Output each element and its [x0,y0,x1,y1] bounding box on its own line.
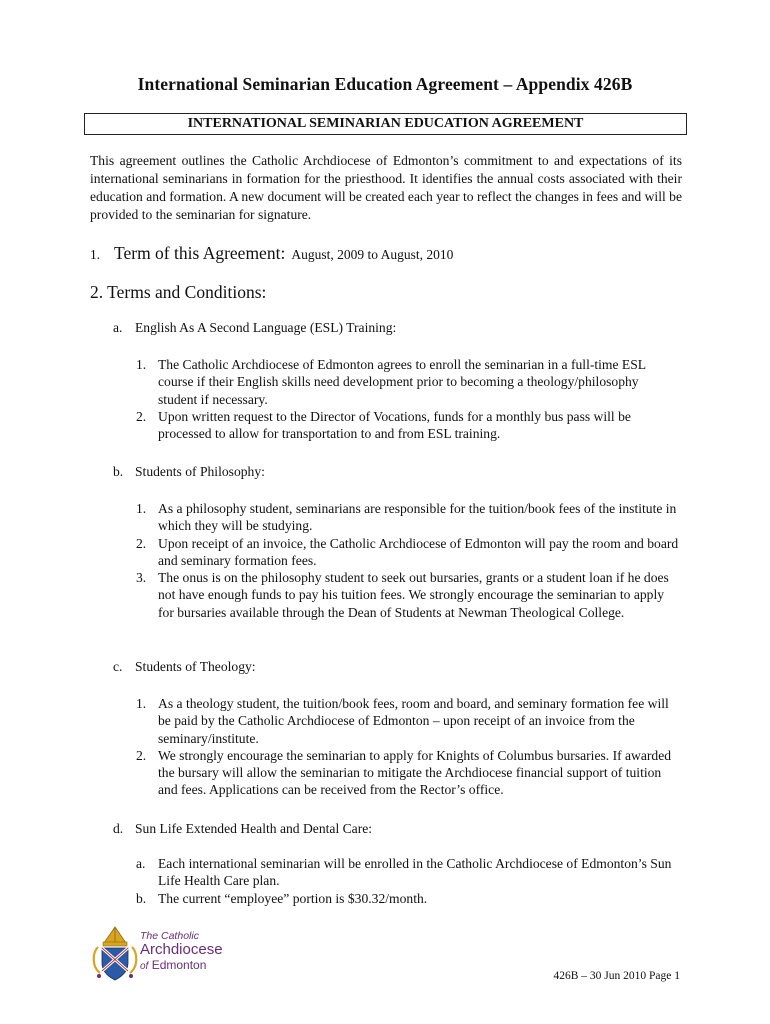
list-item [136,500,681,535]
logo-of: of [140,961,149,972]
subsection-c-list [136,695,681,799]
logo-line-1: The Catholic [140,930,199,942]
list-item-text: The Catholic Archdiocese of Edmonton agrees to enroll the seminarian in a full-time ESL course if their English skills need development prior to becoming a theology/philosophy student if necessary. [158,357,646,407]
archdiocese-crest-icon [90,923,140,985]
document-title: International Seminarian Education Agreement – Appendix 426B [137,74,633,94]
section-2-heading: 2. Terms and Conditions: [90,282,267,302]
list-item-number: b. [136,890,147,906]
section-1-term [90,243,453,264]
list-item-number: 1. [136,696,147,711]
logo-edmonton: Edmonton [151,958,207,972]
subsection-a-heading [113,320,396,336]
list-item [136,408,681,443]
subsection-b-title: Students of Philosophy: [135,464,265,479]
list-item-number: 2. [136,747,147,763]
boxed-heading: INTERNATIONAL SEMINARIAN EDUCATION AGREEMENT [84,113,687,135]
subsection-a-title: English As A Second Language (ESL) Training: [135,320,397,335]
list-item-text: Upon written request to the Director of Vocations, funds for a monthly bus pass will be processed to allow for transportation to and from ESL training. [158,408,631,442]
list-item-number: 2. [136,535,147,551]
page-footer: 426B – 30 Jun 2010 Page 1 [553,970,680,982]
subsection-a-letter: a. [113,320,123,335]
list-item-text: Upon receipt of an invoice, the Catholic Archdiocese of Edmonton will pay the room and board and seminary formation fees. [158,535,679,568]
list-item [136,569,681,621]
list-item [136,890,681,907]
section-1-number: 1. [90,247,101,262]
list-item [136,356,681,408]
list-item-text: As a philosophy student, seminarians are responsible for the tuition/book fees of the institute in which they will be studying. [158,501,677,534]
section-1-value: August, 2009 to August, 2010 [291,247,454,262]
subsection-d-title: Sun Life Extended Health and Dental Care: [135,821,373,836]
list-item-text: The current “employee” portion is $30.32/month. [158,890,428,906]
list-item-number: 3. [136,570,147,586]
list-item-number: 1. [136,501,147,516]
subsection-c-letter: c. [113,659,123,674]
list-item [136,747,681,799]
list-item-number: 2. [136,408,147,424]
subsection-b-letter: b. [113,464,124,479]
list-item-text: We strongly encourage the seminarian to apply for Knights of Columbus bursaries. If awarded the bursary will allow the seminarian to mitigate the Archdiocese financial support of tuition and fees. Applications can be received from the Rector’s office. [158,747,672,798]
section-1-label: Term of this Agreement: [114,243,286,263]
subsection-a-list [136,356,681,442]
list-item-text: As a theology student, the tuition/book fees, room and board, and seminary formation fee will be paid by the Catholic Archdiocese of Edmonton – upon receipt of an invoice from the seminary/institute. [158,696,669,746]
subsection-d-list [136,855,681,907]
list-item [136,535,681,570]
subsection-c-title: Students of Theology: [135,659,256,674]
list-item [136,695,681,747]
intro-paragraph: This agreement outlines the Catholic Archdiocese of Edmonton’s commitment to and expectations of its international seminarians in formation for the priesthood. It identifies the annual costs associated with their education and formation. A new document will be created each year to reflect the changes in fees and will be provided to the seminarian for signature. [90,153,682,222]
subsection-b-heading [113,464,265,480]
logo-line-2: Archdiocese [140,941,223,958]
list-item-text: Each international seminarian will be enrolled in the Catholic Archdiocese of Edmonton’s Sun Life Health Care plan. [158,856,672,889]
list-item-number: a. [136,856,146,871]
archdiocese-logo-text [140,930,223,974]
subsection-d-letter: d. [113,821,124,836]
logo-line-3 [140,958,223,974]
list-item [136,855,681,890]
subsection-d-heading [113,821,372,837]
subsection-b-list [136,500,681,621]
list-item-text: The onus is on the philosophy student to seek out bursaries, grants or a student loan if he does not have enough funds to pay his tuition fees. We strongly encourage the seminarian to apply for bursaries available through the Dean of Students at Newman Theological College. [158,570,669,620]
list-item-number: 1. [136,357,147,372]
subsection-c-heading [113,659,256,675]
